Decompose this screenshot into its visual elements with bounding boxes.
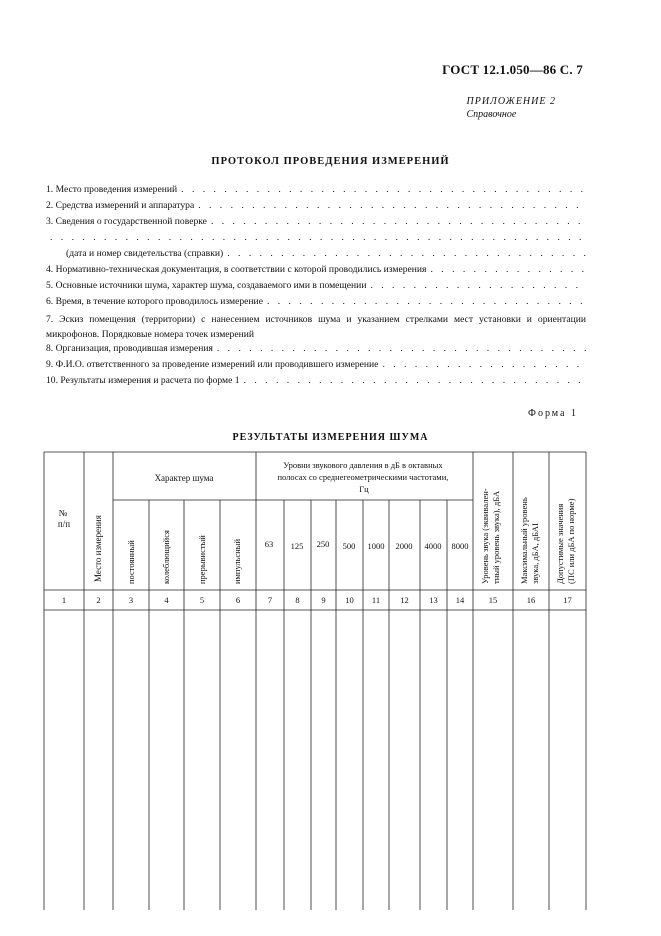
frequency-500: 500 (342, 541, 356, 551)
frequency-1000: 1000 (367, 541, 385, 551)
column-number: 8 (295, 595, 300, 605)
form-label: Форма 1 (528, 408, 578, 419)
table-grid (44, 452, 586, 910)
col-no-label: № п/п (57, 508, 71, 529)
table-title: РЕЗУЛЬТАТЫ ИЗМЕРЕНИЯ ШУМА (232, 432, 429, 443)
protocol-item: 7. Эскиз помещения (территории) с нанесением источников шума и указанием стрелками мест установки и ориентации микрофонов. Порядковые номера точек измерений (46, 314, 586, 340)
document-header: ГОСТ 12.1.050—86 С. 7 (442, 62, 583, 77)
frequency-63: 63 (264, 539, 274, 549)
column-number: 16 (526, 595, 536, 605)
protocol-item: 5. Основные источники шума, характер шума, создаваемого ими в помещении . . . (46, 280, 586, 296)
col-place-label: Место измерения (93, 515, 103, 582)
appendix-subtitle: Справочное (466, 109, 517, 120)
column-number: 13 (429, 595, 438, 605)
column-number: 7 (267, 595, 273, 605)
column-number: 12 (400, 595, 409, 605)
frequency-4000: 4000 (424, 541, 442, 551)
column-number: 1 (61, 595, 67, 605)
frequency-125: 125 (290, 541, 304, 551)
col-max-label: Максимальный уровеньзвука, дБА, дБАI (519, 497, 540, 584)
col-allowed-label: Допустимые значения(ПС или дБА по норме) (555, 498, 576, 584)
column-number: 5 (199, 595, 205, 605)
col-level-label: Уровень звука (эквивален-тный уровень звука), дБА (480, 488, 501, 584)
column-number: 4 (164, 595, 169, 605)
appendix-title: ПРИЛОЖЕНИЕ 2 (466, 96, 556, 107)
column-number: 15 (488, 595, 498, 605)
column-number: 2 (96, 595, 101, 605)
character-constant-label: постоянный (126, 540, 136, 584)
protocol-item: 3. Сведения о государственной поверке . . . (46, 216, 586, 232)
frequency-labels (265, 539, 469, 551)
character-intermittent-label: прерывистый (197, 535, 207, 584)
protocol-item: (дата и номер свидетельства (справки) . . . (46, 248, 586, 264)
column-number: 11 (371, 595, 381, 605)
column-number: 14 (455, 595, 465, 605)
column-number-row (62, 595, 572, 605)
protocol-item: 8. Организация, проводившая измерения . . . (46, 343, 586, 359)
frequency-8000: 8000 (451, 541, 469, 551)
column-number: 3 (128, 595, 134, 605)
group-levels-label: Уровни звукового давления в дБ в октавных полосах со среднегеометрическими частотами, Гц (277, 460, 449, 494)
frequency-250: 250 (316, 539, 330, 549)
protocol-item: 6. Время, в течение которого проводилось измерение . . . (46, 296, 586, 312)
group-character-label: Характер шума (154, 473, 214, 483)
protocol-item: 4. Нормативно-техническая документация, в соответствии с которой проводились измерения . . . (46, 264, 586, 280)
protocol-item: 1. Место проведения измерений . . . (46, 184, 586, 200)
column-number: 9 (321, 595, 326, 605)
protocol-item: 9. Ф.И.О. ответственного за проведение измерений или проводившего измерение . . . (46, 359, 586, 375)
column-number: 6 (235, 595, 241, 605)
column-number: 10 (345, 595, 354, 605)
protocol-title: ПРОТОКОЛ ПРОВЕДЕНИЯ ИЗМЕРЕНИЙ (211, 156, 450, 167)
character-impulse-label: импульсный (232, 538, 242, 584)
column-number: 17 (563, 595, 572, 605)
protocol-item: 10. Результаты измерения и расчета по форме 1 . . . (46, 375, 586, 391)
protocol-item: 2. Средства измерений и аппаратура . . . (46, 200, 586, 216)
character-fluctuating-label: колеблющийся (161, 530, 171, 584)
frequency-2000: 2000 (395, 541, 413, 551)
